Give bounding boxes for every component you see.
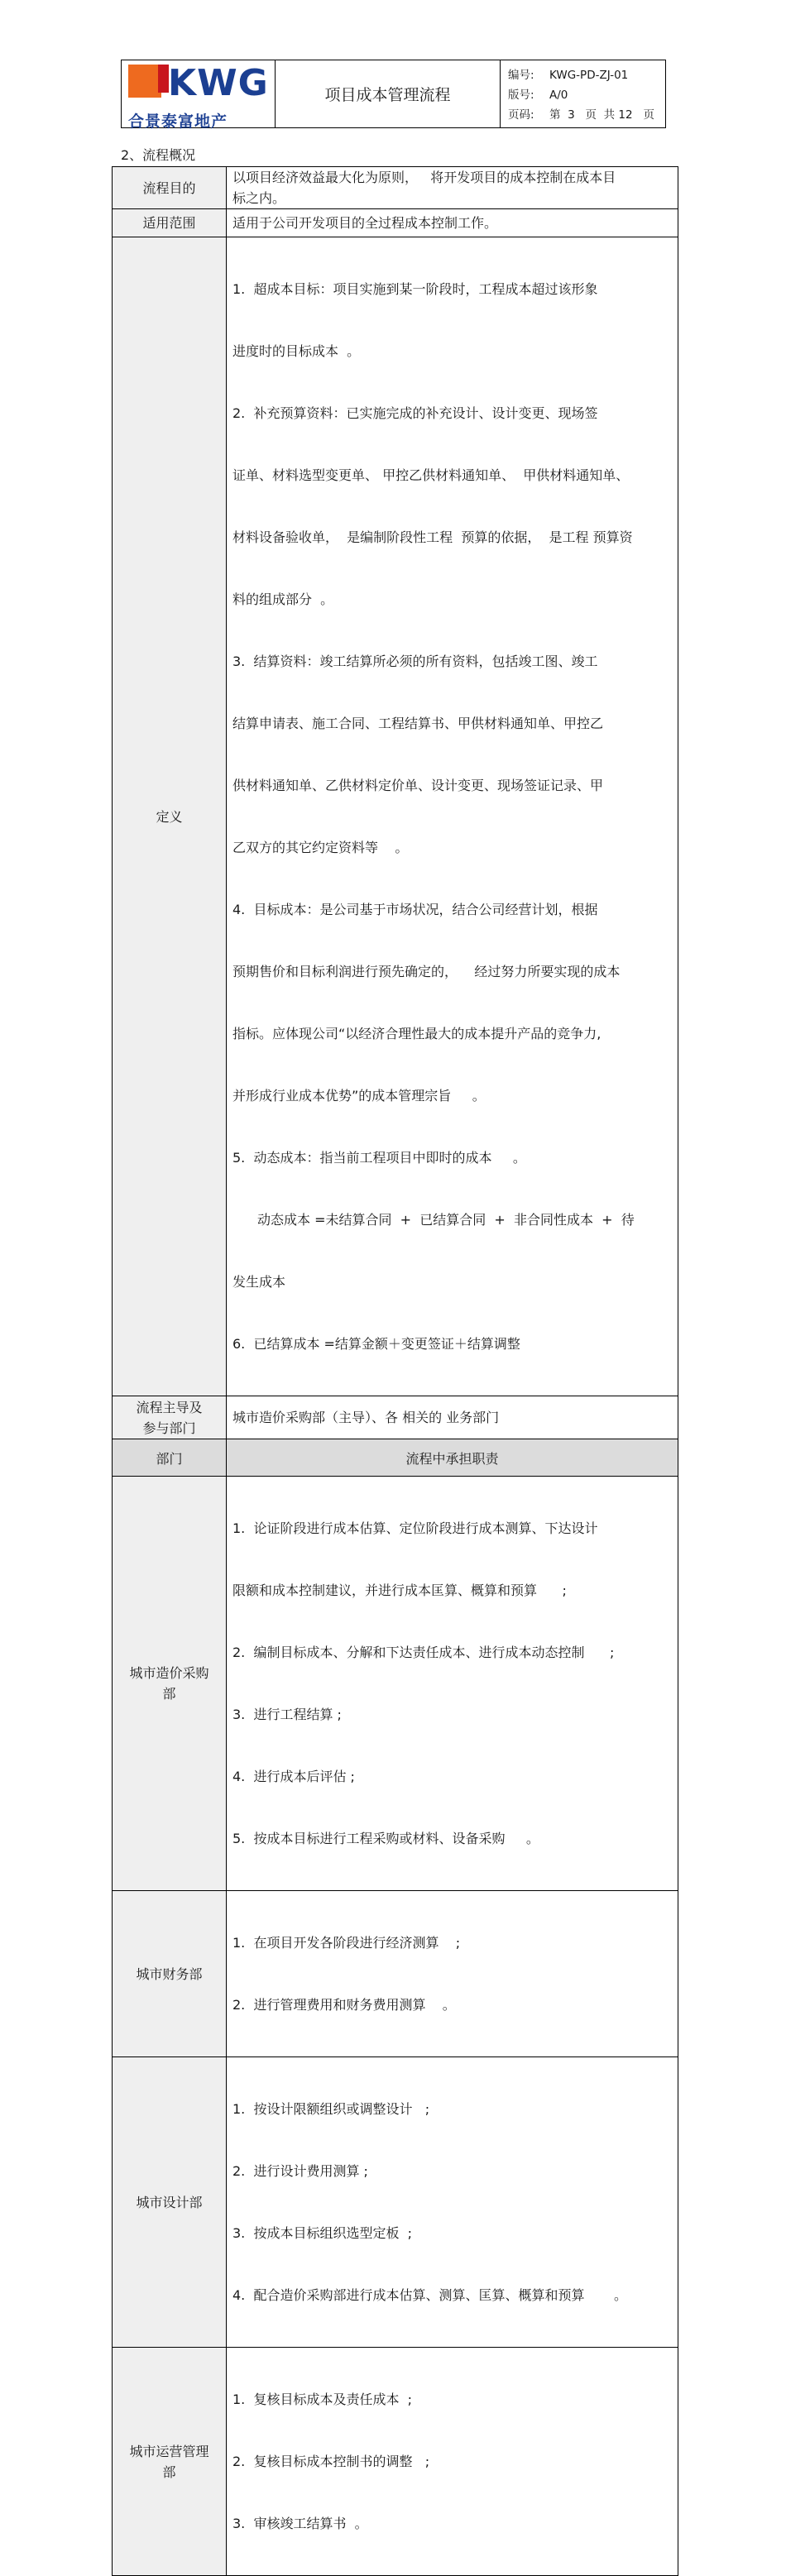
text-line: 5. 动态成本：指当前工程项目中即时的成本 。 [232,1150,526,1166]
document-header [121,60,666,131]
row-design [113,2057,678,2348]
page-label: 页码: [508,108,534,122]
code-value: KWG-PD-ZJ-01 [549,69,629,82]
row-cost-dept [113,1477,678,1891]
duty-item: 3. 审核竣工结算书 。 [232,2516,368,2531]
version-label: 版号: [508,89,534,102]
duty-item: 4. 进行成本后评估 ; [232,1769,355,1784]
definition-value [227,237,678,1396]
row-finance [113,1891,678,2057]
text-line: 动态成本 =未结算合同 + 已结算合同 + 非合同性成本 + 待 [257,1212,635,1228]
text-line: 料的组成部分 。 [232,591,334,607]
finance-label: 城市财务部 [113,1891,227,2057]
scope-value: 适用于公司开发项目的全过程成本控制工作。 [227,209,678,237]
text-line: 6. 已结算成本 =结算金额＋变更签证＋结算调整 [232,1336,520,1352]
duty-item: 1. 论证阶段进行成本估算、定位阶段进行成本测算、下达设计 [232,1520,598,1536]
logo-wordmark: KWG [168,62,269,104]
text-line: 4. 目标成本：是公司基于市场状况，结合公司经营计划，根据 [232,902,598,917]
ops-duties [227,2348,678,2576]
definition-label: 定义 [113,237,227,1396]
duty-item: 1. 在项目开发各阶段进行经济测算 ; [232,1935,461,1951]
duty-item: 5. 按成本目标进行工程采购或材料、设备采购 。 [232,1831,539,1846]
cost-dept-label [113,1477,227,1891]
logo-subtitle: 合景泰富地产 [128,113,228,131]
section-title: 2、流程概况 [121,147,196,163]
purpose-label: 流程目的 [113,167,227,209]
row-ops [113,2348,678,2576]
text-line: 3. 结算资料：竣工结算所必须的所有资料，包括竣工图、竣工 [232,654,598,669]
text-line: 以项目经济效益最大化为原则， 将开发项目的成本控制在成本目 [232,170,616,185]
company-logo [122,60,276,131]
text-line: 进度时的目标成本 。 [232,343,361,359]
ops-label [113,2348,227,2576]
row-scope [113,209,678,237]
duty-item: 限额和成本控制建议，并进行成本匡算、概算和预算 ; [232,1582,567,1598]
process-overview-table [112,166,678,2576]
finance-duties [227,1891,678,2057]
label-line: 部 [162,2463,176,2480]
text-line: 预期售价和目标利润进行预先确定的， 经过努力所要实现的成本 [232,964,621,979]
label-line: 流程主导及 [136,1399,203,1415]
text-line: 1. 超成本目标：项目实施到某一阶段时，工程成本超过该形象 [232,281,598,297]
row-lead [113,1396,678,1439]
text-line: 供材料通知单、乙供材料定价单、设计变更、现场签证记录、甲 [232,778,604,793]
text-line: 结算申请表、施工合同、工程结算书、甲供材料通知单、甲控乙 [232,716,604,731]
text-line: 材料设备验收单， 是编制阶段性工程 预算的依据， 是工程 预算资 [232,529,633,545]
duty-item: 3. 按成本目标组织选型定板 ; [232,2225,413,2241]
duty-item: 2. 进行管理费用和财务费用测算 。 [232,1997,456,2013]
text-line: 并形成行业成本优势”的成本管理宗旨 。 [232,1088,486,1104]
design-duties [227,2057,678,2348]
version-value: A/0 [549,89,568,102]
row-purpose [113,167,678,209]
duty-item: 2. 进行设计费用测算 ; [232,2163,368,2179]
text-line: 乙双方的其它约定资料等 。 [232,840,409,855]
text-line: 证单、材料选型变更单、 甲控乙供材料通知单、 甲供材料通知单、 [232,467,630,483]
label-line: 城市造价采购 [129,1665,209,1681]
label-line: 参与部门 [142,1420,196,1436]
purpose-value [227,167,678,209]
scope-label: 适用范围 [113,209,227,237]
code-label: 编号: [508,69,534,82]
design-label: 城市设计部 [113,2057,227,2348]
duty-item: 4. 配合造价采购部进行成本估算、测算、匡算、概算和预算 。 [232,2287,628,2303]
lead-label [113,1396,227,1439]
duty-item: 1. 按设计限额组织或调整设计 ; [232,2101,430,2117]
document-title: 项目成本管理流程 [276,60,501,127]
duty-item: 3. 进行工程结算 ; [232,1707,342,1722]
text-line: 2. 补充预算资料：已实施完成的补充设计、设计变更、现场签 [232,405,598,421]
page-value: 第 3 页 共 12 页 [549,108,654,122]
label-line: 城市运营管理 [129,2443,209,2459]
lead-value: 城市造价采购部（主导）、各 相关的 业务部门 [227,1396,678,1439]
text-line: 发生成本 [232,1274,286,1290]
duty-item: 2. 复核目标成本控制书的调整 ; [232,2454,430,2469]
duty-item: 1. 复核目标成本及责任成本 ; [232,2392,413,2407]
text-line: 标之内。 [232,190,286,206]
cost-dept-duties [227,1477,678,1891]
label-line: 部 [162,1686,176,1702]
logo-orange-block [128,65,161,98]
dept-header: 部门 [113,1439,227,1477]
duty-item: 2. 编制目标成本、分解和下达责任成本、进行成本动态控制 ; [232,1645,615,1660]
row-duty-header [113,1439,678,1477]
text-line: 指标。应体现公司“以经济合理性最大的成本提升产品的竞争力, [232,1026,601,1041]
duty-header: 流程中承担职责 [227,1439,678,1477]
row-definition [113,237,678,1396]
document-meta [501,60,665,127]
